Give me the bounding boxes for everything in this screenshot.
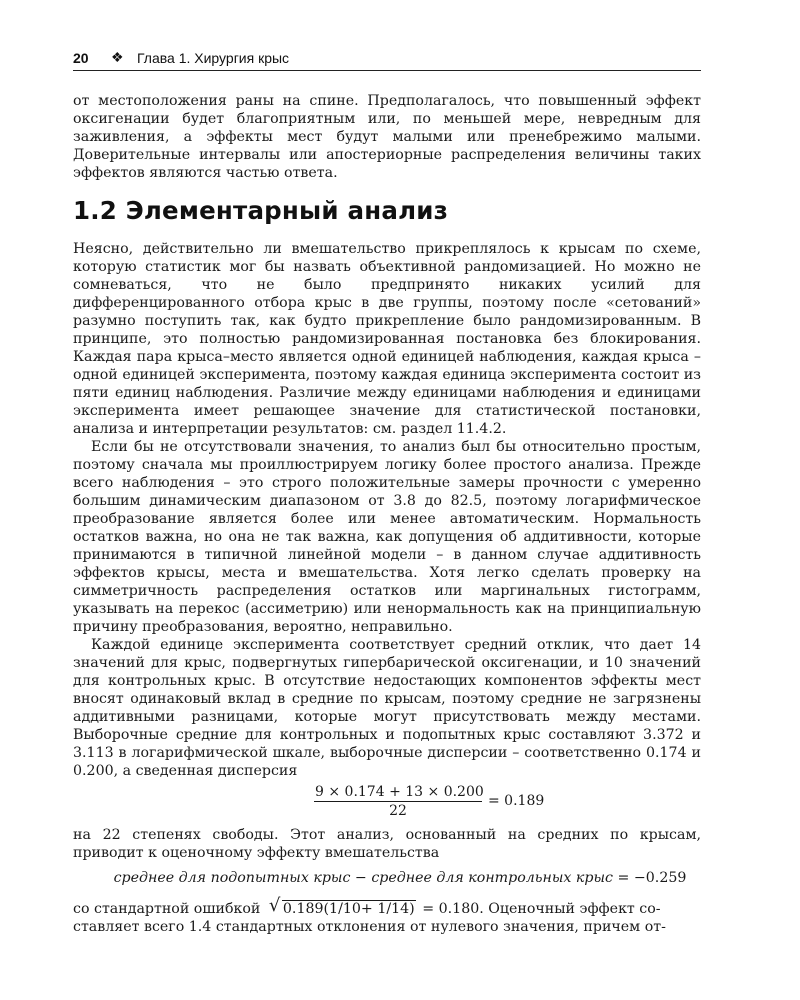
square-root: [268, 895, 416, 918]
fraction-result: = 0.189: [488, 793, 545, 809]
pooled-variance-formula: [314, 784, 574, 822]
page-number: 20: [73, 50, 89, 66]
se-label: со стандартной ошибкой: [73, 901, 261, 917]
paragraph-final-line: ставляет всего 1.4 стандартных отклонения от нулевого значения, причем от-: [73, 919, 666, 935]
effect-expression: среднее для подопытных крыс − среднее для контрольных крыс: [113, 870, 613, 886]
ornament-icon: ❖: [111, 49, 124, 65]
paragraph-simple-analysis: Если бы не отсутствовали значения, то анализ был бы относительно простым, поэтому сначала мы проиллюстрируем логику более простого анализа. Прежде всего наблюдения – это строго положительные замеры прочности с умеренно большим динамическим диапазоном от 3.8 до 82.5, поэтому логарифмическое преобразование является более или менее автоматическим. Нормальность остатков важна, но она не так важна, как допущения об аддитивности, которые принимаются в типичной линейной модели – в данном случае аддитивность эффектов крысы, места и вмешательства. Хотя легко сделать проверку на симметричность распределения остатков или маргинальных гистограмм, указывать на перекос (ассиметрию) или ненормальность как на принципиальную причину преобразования, вероятно, неправильно.: [73, 439, 701, 636]
running-header: [73, 48, 701, 71]
paragraph-rat-means: Каждой единице эксперимента соответствует средний отклик, что дает 14 значений для крыс, подвергнутых гипербарической оксигенации, и 10 значений для контрольных крыс. В отсутствие недостающих компонентов эффекты мест вносят одинаковый вклад в средние по крысам, поэтому средние не загрязнены аддитивными разницами, которые могут присутствовать между местами. Выборочные средние для контрольных и подопытных крыс составляют 3.372 и 3.113 в логарифмической шкале, выборочные дисперсии – соответственно 0.174 и 0.200, а сведенная дисперсия: [73, 637, 701, 780]
chapter-title: Глава 1. Хирургия крыс: [137, 50, 290, 66]
effect-value: = −0.259: [612, 870, 687, 886]
paragraph-randomization: Неясно, действительно ли вмешательство прикреплялось к крысам по схеме, которую статистик мог бы назвать объективной рандомизацией. Но можно не сомневаться, что не было предпринято никаких усилий для дифференцированного отбора крыс в две группы, поэтому после «сетований» разумно поступить так, как будто прикрепление было рандомизированным. В принципе, это полностью рандомизированная постановка без блокирования. Каждая пара крыса–место является одной единицей наблюдения, каждая крыса – одной единицей эксперимента, поэтому каждая единица эксперимента состоит из пяти единиц наблюдения. Различие между единицами наблюдения и единицами эксперимента имеет решающее значение для статистической постановки, анализа и интерпретации результатов: см. раздел 11.4.2.: [73, 241, 701, 438]
effect-estimate-formula: [0, 870, 800, 886]
se-value: = 0.180: [417, 901, 480, 917]
fraction: [314, 784, 482, 819]
sqrt-expression: 0.189(1/10+ 1/14): [282, 901, 415, 917]
fraction-numerator: 9 × 0.174 + 13 × 0.200: [315, 784, 484, 800]
paragraph-degrees-freedom: на 22 степенях свободы. Этот анализ, основанный на средних по крысам, приводит к оценочному эффекту вмешательства: [73, 827, 701, 862]
section-heading: 1.2 Элементарный анализ: [73, 196, 449, 225]
paragraph-continued: от местоположения раны на спине. Предполагалось, что повышенный эффект оксигенации будет благоприятным или, по меньшей мере, невредным для заживления, а эффекты мест будут малыми или пренебрежимо малыми. Доверительные интервалы или апостериорные распределения величины таких эффектов являются частью ответа.: [73, 93, 701, 182]
standard-error-line: [73, 895, 701, 918]
se-continuation: . Оценочный эффект со-: [479, 901, 661, 917]
fraction-denominator: 22: [389, 803, 407, 819]
sqrt-icon: √: [268, 895, 281, 916]
